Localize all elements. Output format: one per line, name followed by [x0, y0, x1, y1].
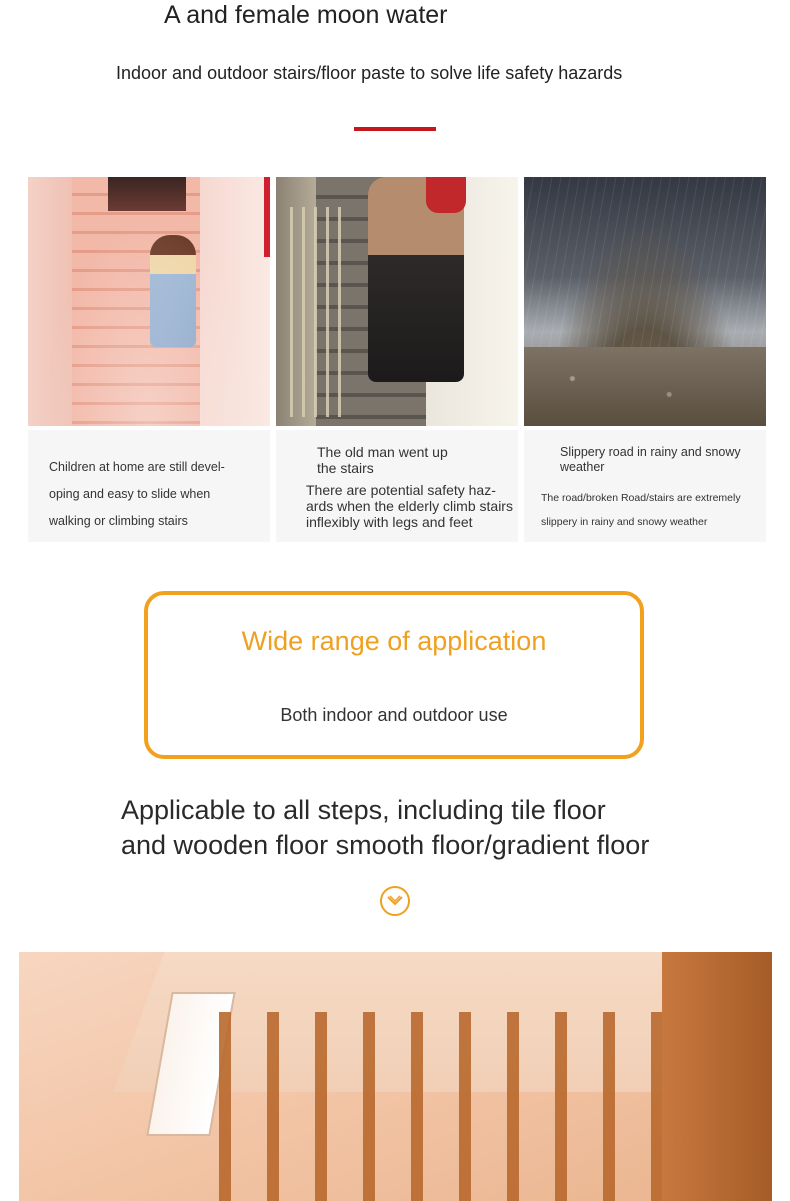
page-title: A and female moon water [164, 1, 448, 29]
applicable-line: and wooden floor smooth floor/gradient floor [121, 830, 650, 860]
application-title: Wide range of application [241, 626, 547, 656]
child-caption-line: oping and easy to slide when [49, 487, 211, 501]
rain-caption-line: The road/broken Road/stairs are extremely [541, 492, 741, 504]
chevron-down-circle-icon[interactable] [380, 886, 410, 916]
elderly-caption-line: inflexibly with legs and feet [306, 514, 473, 530]
applicable-line: Applicable to all steps, including tile floor [121, 795, 606, 825]
child-caption-line: Children at home are still devel- [49, 460, 225, 474]
child-caption-panel [28, 430, 270, 542]
elderly-caption-heading: The old man went up [317, 444, 448, 460]
elderly-caption-panel [276, 430, 518, 542]
elderly-on-stairs-image [276, 177, 518, 426]
rainy-road-image [524, 177, 766, 426]
elderly-caption-line: There are potential safety haz- [306, 482, 496, 498]
divider-line [354, 127, 436, 131]
applicable-description [121, 793, 649, 863]
application-box [144, 591, 644, 759]
child-on-stairs-image [28, 177, 270, 426]
page-subtitle: Indoor and outdoor stairs/floor paste to solve life safety hazards [116, 63, 623, 83]
wooden-staircase-image [19, 952, 772, 1201]
child-caption-line: walking or climbing stairs [49, 514, 188, 528]
rain-caption-heading: weather [560, 460, 605, 474]
rain-caption-panel [524, 430, 766, 542]
application-subtitle: Both indoor and outdoor use [280, 705, 508, 725]
elderly-caption-line: ards when the elderly climb stairs [306, 498, 513, 514]
rain-caption-heading: Slippery road in rainy and snowy [560, 445, 741, 459]
elderly-caption-heading: the stairs [317, 460, 374, 476]
rain-caption-line: slippery in rainy and snowy weather [541, 516, 708, 528]
